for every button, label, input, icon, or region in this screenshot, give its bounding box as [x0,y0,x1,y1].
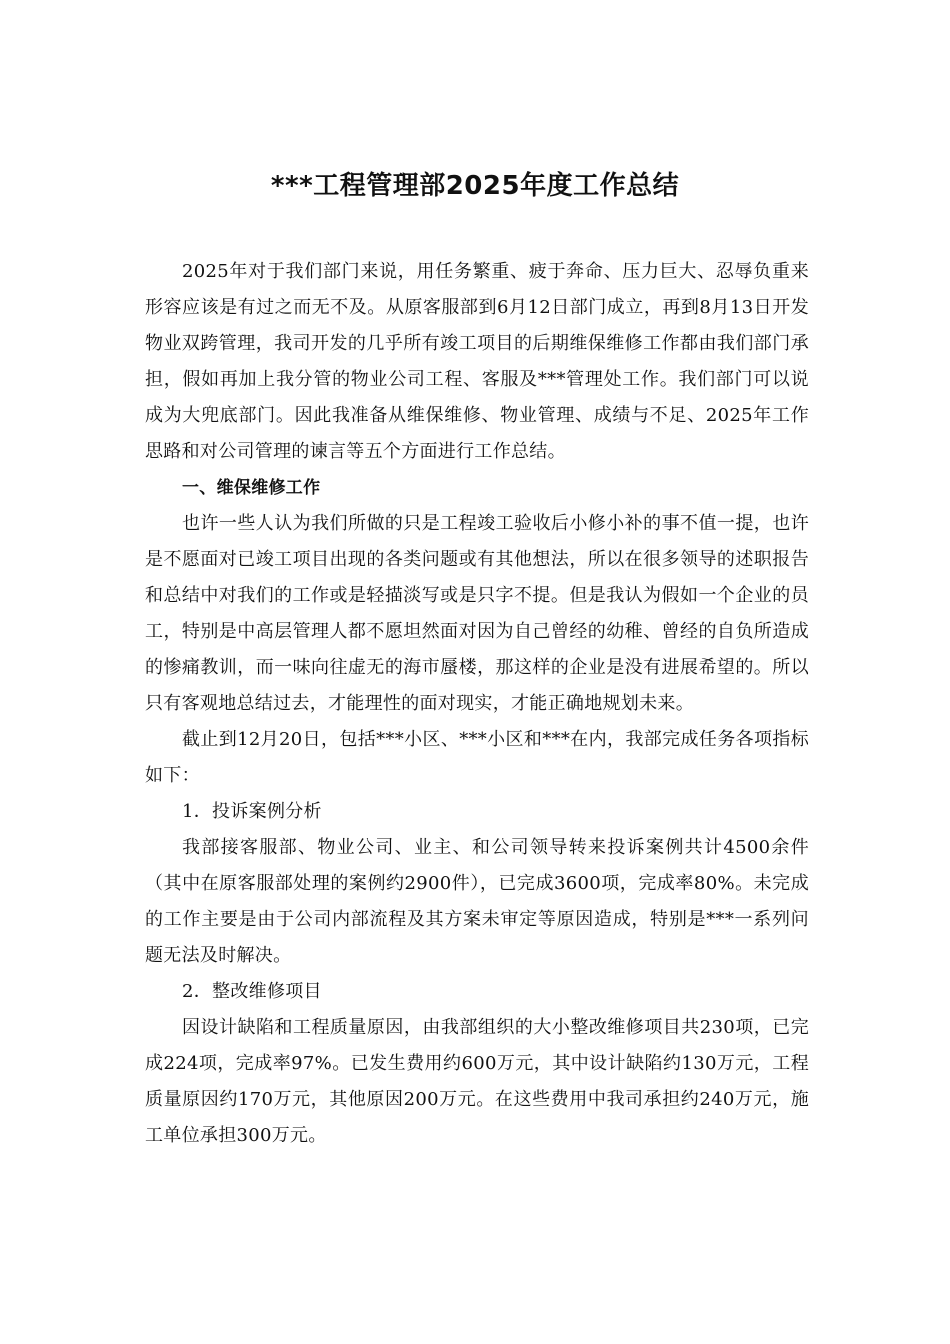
indicators-intro-paragraph: 截止到12月20日，包括***小区、***小区和***在内，我部完成任务各项指标如下： [145,729,809,786]
complaints-paragraph: 我部接客服部、物业公司、业主、和公司领导转来投诉案例共计4500余件（其中在原客服部处理的案例约2900件），已完成3600项，完成率80%。未完成的工作主要是由于公司内部流程及其方案未审定等原因造成，特别是***一系列问题无法及时解决。 [145,837,809,966]
subheading-complaints: 1．投诉案例分析 [182,801,322,822]
intro-paragraph: 2025年对于我们部门来说，用任务繁重、疲于奔命、压力巨大、忍辱负重来形容应该是有过之而无不及。从原客服部到6月12日部门成立，再到8月13日开发物业双跨管理，我司开发的几乎所有竣工项目的后期维保维修工作都由我们部门承担，假如再加上我分管的物业公司工程、客服及***管理处工作。我们部门可以说成为大兜底部门。因此我准备从维保维修、物业管理、成绩与不足、2025年工作思路和对公司管理的谏言等五个方面进行工作总结。 [145,261,809,462]
subheading-rectification: 2．整改维修项目 [182,981,322,1002]
document-body [145,254,809,1154]
rectification-paragraph: 因设计缺陷和工程质量原因，由我部组织的大小整改维修项目共230项，已完成224项，完成率97%。已发生费用约600万元，其中设计缺陷约130万元，工程质量原因约170万元，其他原因200万元。在这些费用中我司承担约240万元，施工单位承担300万元。 [145,1017,809,1146]
document-title: ***工程管理部2025年度工作总结 [270,171,680,201]
section-heading-maintenance: 一、维保维修工作 [182,478,321,498]
maintenance-paragraph: 也许一些人认为我们所做的只是工程竣工验收后小修小补的事不值一提，也许是不愿面对已竣工项目出现的各类问题或有其他想法，所以在很多领导的述职报告和总结中对我们的工作或是轻描淡写或是只字不提。但是我认为假如一个企业的员工，特别是中高层管理人都不愿坦然面对因为自己曾经的幼稚、曾经的自负所造成的惨痛教训，而一味向往虚无的海市蜃楼，那这样的企业是没有进展希望的。所以只有客观地总结过去，才能理性的面对现实，才能正确地规划未来。 [145,513,809,714]
